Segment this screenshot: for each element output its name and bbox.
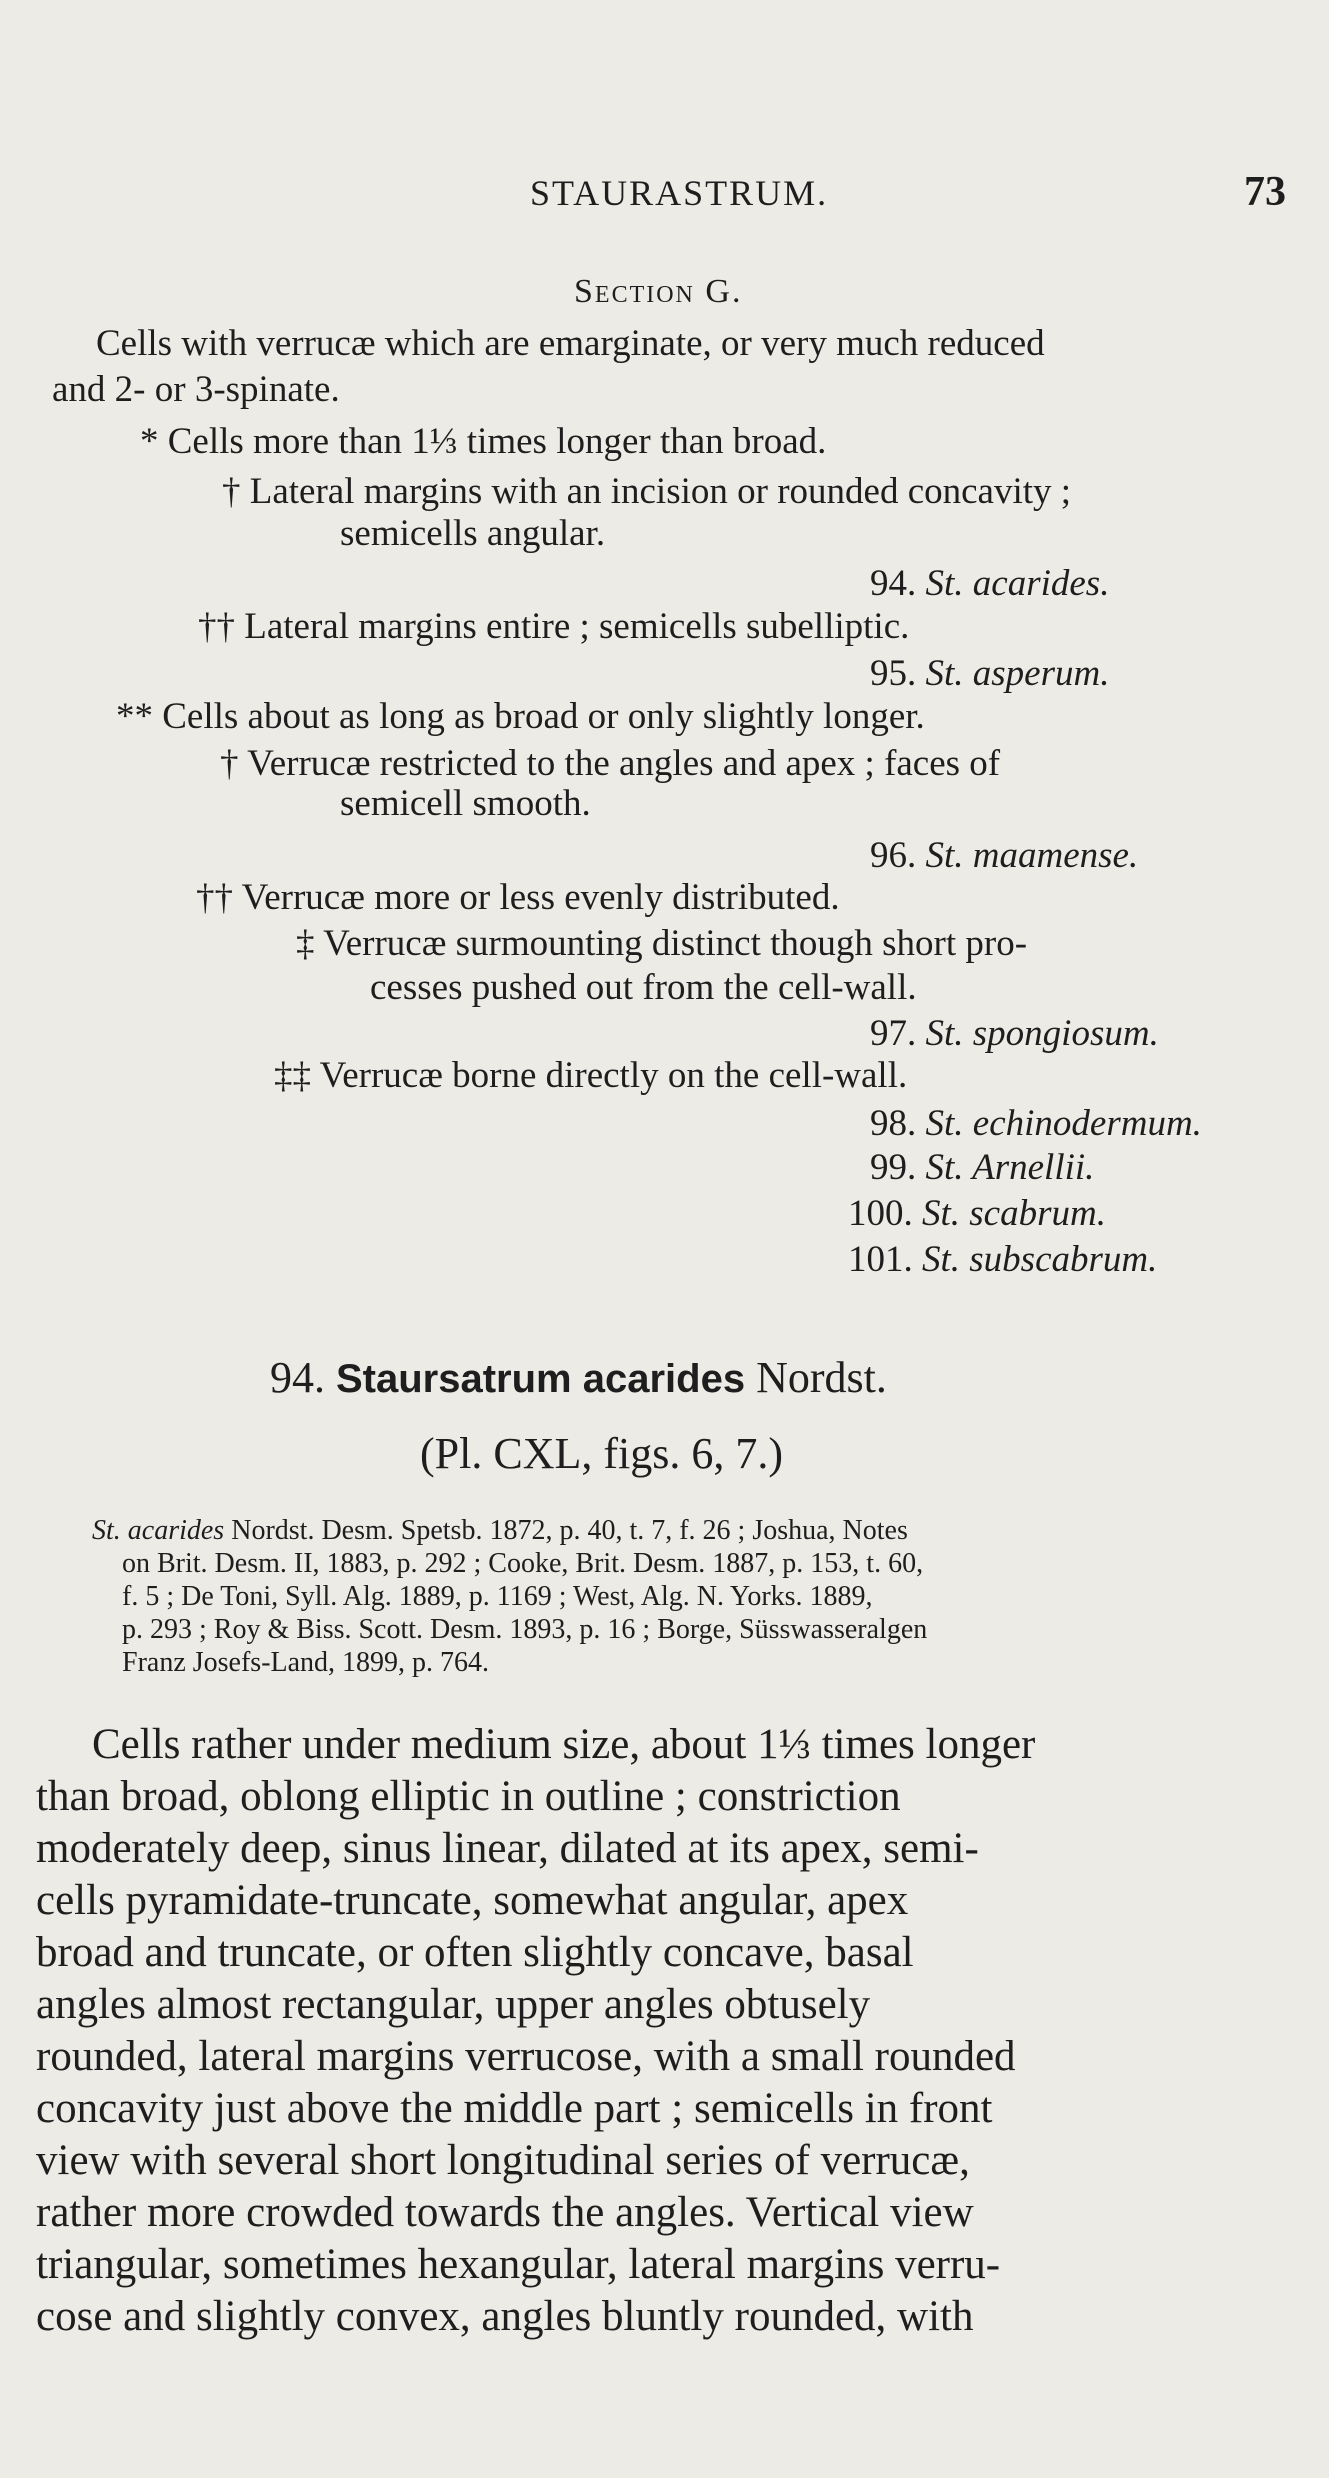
key-entry: 99. St. Arnellii. — [870, 1147, 1095, 1188]
description-line: triangular, sometimes hexangular, lateral margins verru- — [36, 2241, 1001, 2288]
synonymy-line: p. 293 ; Roy & Biss. Scott. Desm. 1893, p. 16 ; Borge, Süsswasseralgen — [122, 1614, 928, 1645]
description-line: Cells rather under medium size, about 1⅓ times longer — [92, 1721, 1036, 1768]
description-line: cells pyramidate-truncate, somewhat angular, apex — [36, 1877, 909, 1924]
synonymy-line: St. acarides Nordst. Desm. Spetsb. 1872, p. 40, t. 7, f. 26 ; Joshua, Notes — [92, 1515, 908, 1546]
key-intro-line-1: Cells with verrucæ which are emarginate, or very much reduced — [96, 323, 1045, 364]
key-line: * Cells more than 1⅓ times longer than broad. — [140, 421, 827, 462]
key-line: semicells angular. — [340, 513, 606, 554]
species-heading: 94. Staursatrum acarides Nordst. — [270, 1353, 887, 1402]
synonymy-line: f. 5 ; De Toni, Syll. Alg. 1889, p. 1169 ; West, Alg. N. Yorks. 1889, — [122, 1581, 873, 1612]
key-entry: 97. St. spongiosum. — [870, 1013, 1159, 1054]
description-line: rather more crowded towards the angles. Vertical view — [36, 2189, 974, 2236]
synonymy-line: Franz Josefs-Land, 1899, p. 764. — [122, 1647, 490, 1678]
running-header: STAURASTRUM. — [530, 173, 829, 213]
description-line: moderately deep, sinus linear, dilated at its apex, semi- — [36, 1825, 979, 1872]
key-entry: 94. St. acarides. — [870, 563, 1110, 604]
description-line: angles almost rectangular, upper angles obtusely — [36, 1981, 871, 2028]
key-entry: 100. St. scabrum. — [848, 1193, 1106, 1234]
description-line: view with several short longitudinal series of verrucæ, — [36, 2137, 970, 2184]
plate-reference: (Pl. CXL, figs. 6, 7.) — [420, 1429, 783, 1478]
key-line: semicell smooth. — [340, 783, 591, 824]
key-line: † Lateral margins with an incision or rounded concavity ; — [222, 471, 1072, 512]
key-intro-line-2: and 2- or 3-spinate. — [52, 369, 340, 410]
description-line: concavity just above the middle part ; semicells in front — [36, 2085, 993, 2132]
key-line: ‡‡ Verrucæ borne directly on the cell-wall. — [274, 1055, 908, 1096]
key-line: ** Cells about as long as broad or only slightly longer. — [116, 696, 925, 737]
description-line: broad and truncate, or often slightly concave, basal — [36, 1929, 914, 1976]
key-line: †† Lateral margins entire ; semicells subelliptic. — [198, 606, 910, 647]
page-number: 73 — [1244, 169, 1286, 215]
key-line: ‡ Verrucæ surmounting distinct though short pro- — [296, 923, 1028, 964]
section-heading: Section G. — [574, 273, 743, 310]
description-line: cose and slightly convex, angles bluntly rounded, with — [36, 2293, 974, 2340]
key-entry: 95. St. asperum. — [870, 653, 1110, 694]
key-line: †† Verrucæ more or less evenly distributed. — [196, 877, 840, 918]
key-entry: 101. St. subscabrum. — [848, 1239, 1158, 1280]
description-line: rounded, lateral margins verrucose, with a small rounded — [36, 2033, 1016, 2080]
description-line: than broad, oblong elliptic in outline ; constriction — [36, 1773, 901, 1820]
synonymy-line: on Brit. Desm. II, 1883, p. 292 ; Cooke, Brit. Desm. 1887, p. 153, t. 60, — [122, 1548, 924, 1579]
key-entry: 96. St. maamense. — [870, 835, 1139, 876]
key-line: cesses pushed out from the cell-wall. — [370, 967, 917, 1008]
key-line: † Verrucæ restricted to the angles and apex ; faces of — [220, 743, 1001, 784]
key-entry: 98. St. echinodermum. — [870, 1103, 1202, 1144]
